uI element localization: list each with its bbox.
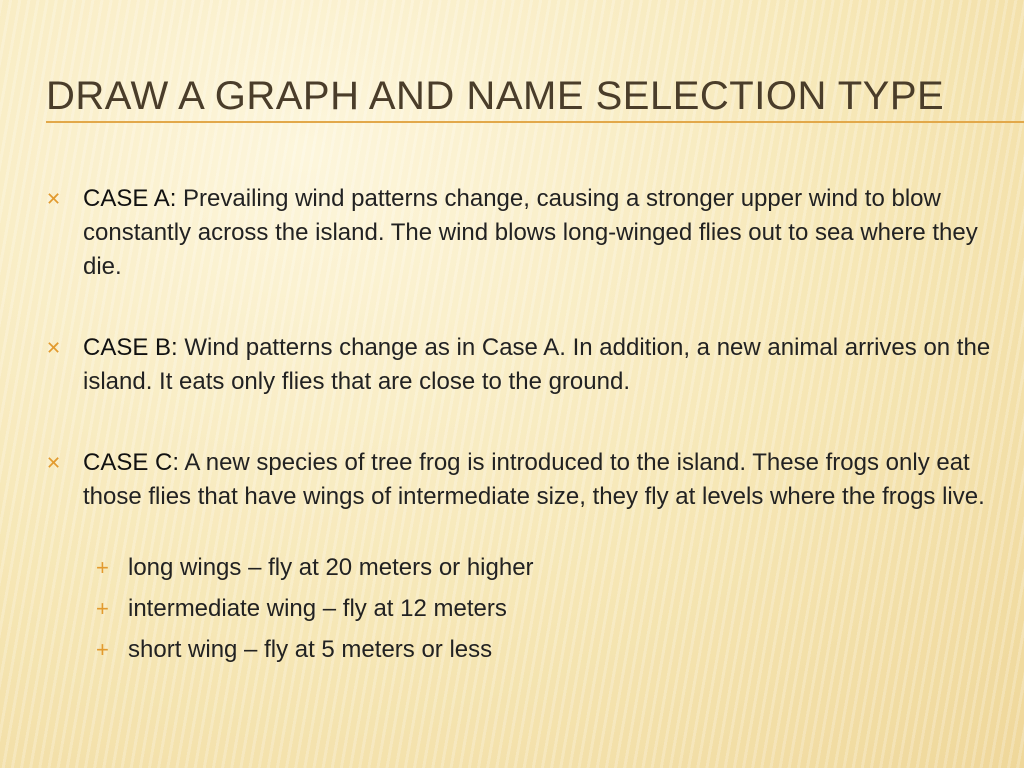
case-a-text: Prevailing wind patterns change, causing a stronger upper wind to blow constantly across the island. The wind blows long-winged flies out to sea where they die.	[83, 185, 978, 280]
sub-item-text: intermediate wing – fly at 12 meters	[128, 595, 507, 622]
case-a-label: CASE A:	[83, 185, 177, 212]
plus-bullet-icon: +	[96, 555, 109, 580]
list-item	[96, 629, 996, 670]
plus-bullet-icon: +	[96, 596, 109, 621]
sub-item-text: short wing – fly at 5 meters or less	[128, 636, 493, 663]
bullet-case-a	[46, 182, 996, 284]
sub-item-text: long wings – fly at 20 meters or higher	[128, 554, 534, 581]
slide-content	[46, 182, 996, 670]
case-c-text: A new species of tree frog is introduced to the island. These frogs only eat those flies that have wings of intermediate size, they fly at levels where the frogs live.	[83, 449, 985, 510]
bullet-case-b	[46, 331, 996, 399]
x-bullet-icon: ✕	[46, 189, 62, 209]
list-item	[96, 588, 996, 629]
x-bullet-icon: ✕	[46, 338, 62, 358]
slide-title: DRAW A GRAPH AND NAME SELECTION TYPE	[46, 74, 945, 118]
bullet-case-c	[46, 446, 996, 514]
case-c-label: CASE C:	[83, 449, 180, 476]
title-underline	[46, 121, 1024, 123]
case-b-text: Wind patterns change as in Case A. In addition, a new animal arrives on the island. It eats only flies that are close to the ground.	[83, 334, 991, 395]
wing-size-list	[46, 547, 996, 670]
x-bullet-icon: ✕	[46, 453, 62, 473]
case-b-label: CASE B:	[83, 334, 178, 361]
plus-bullet-icon: +	[96, 637, 109, 662]
list-item	[96, 547, 996, 588]
